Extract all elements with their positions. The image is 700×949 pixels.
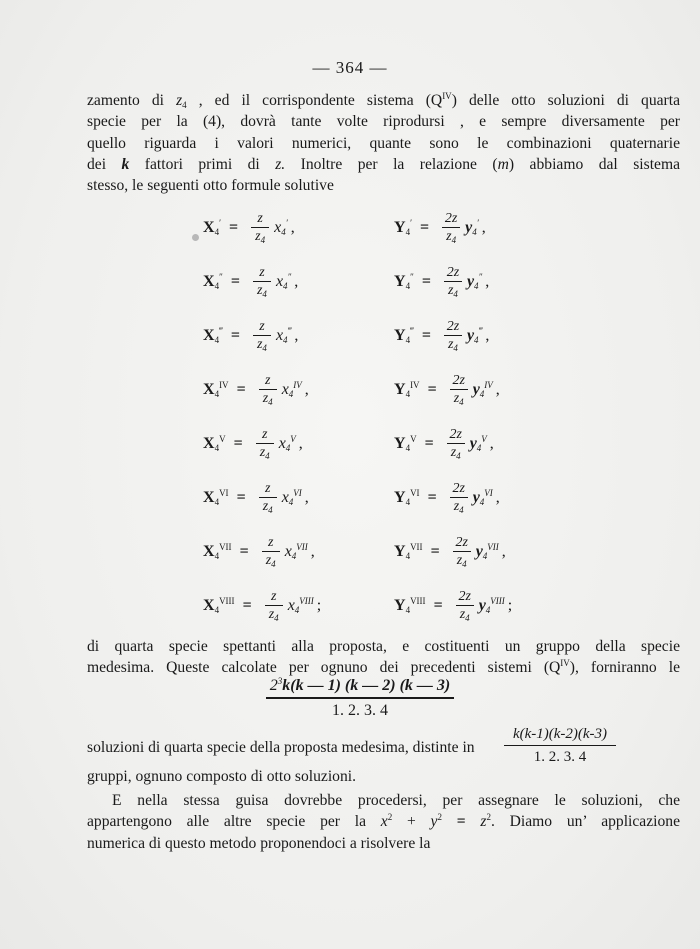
formula-fraction: $\frac{2z}{z_4}$ bbox=[450, 480, 468, 516]
formula-lhs: $Y_4^‴$ bbox=[394, 326, 414, 345]
text-line: numerica di questo metodo proponendoci a risolvere la bbox=[87, 834, 431, 852]
formula-fraction: $\frac{z}{z_4}$ bbox=[251, 210, 269, 246]
formula-rhs: $y_4''$ bbox=[466, 272, 483, 291]
text-line: specie per la (4), dovrà tante volte riprodursi , e sempre diversamente per bbox=[87, 113, 680, 131]
equals-sign: = bbox=[421, 273, 431, 290]
formula-lhs: $X_4^{VII}$ bbox=[203, 542, 232, 561]
text-line: di quarta specie spettanti alla proposta, e costituenti un gruppo della specie bbox=[87, 638, 680, 655]
equals-sign: = bbox=[424, 435, 434, 452]
formula-fraction: $\frac{2z}{z_4}$ bbox=[453, 534, 471, 570]
formula-lhs: $Y_4^{VIII}$ bbox=[394, 596, 426, 615]
fraction-numerator: $2^3k(k$ — 1) (k — 2) (k — 3) bbox=[269, 676, 451, 694]
fraction-numerator: k(k-1)(k-2)(k-3) bbox=[512, 726, 608, 742]
text-line: quello riguarda i valori numerici, quante sono le combinazioni quaternarie bbox=[87, 134, 680, 152]
paragraph-solutions-cont bbox=[87, 766, 680, 787]
formula-rhs: $y_4^V$ bbox=[469, 434, 487, 453]
formula-fraction: $\frac{2z}{z_4}$ bbox=[456, 588, 474, 624]
equals-sign: = bbox=[427, 381, 437, 398]
formula-rhs: $x_4^{IV}$ bbox=[281, 380, 302, 399]
paragraph-intro bbox=[87, 90, 680, 196]
formula-x: $X_4'$ = $\frac{z}{z_4}$ $x_4'$ , bbox=[203, 211, 295, 245]
formula-x: $X_4^{VIII}$ = $\frac{z}{z_4}$ $x_4^{VIII}$ ; bbox=[203, 589, 322, 623]
equals-sign: = bbox=[242, 597, 252, 614]
paragraph-solutions bbox=[87, 737, 507, 758]
equals-sign: = bbox=[433, 597, 443, 614]
equals-sign: = bbox=[427, 489, 437, 506]
formula-rhs: $y_4^{VII}$ bbox=[475, 542, 499, 561]
fraction-bar bbox=[266, 697, 454, 699]
formula-y: $Y_4^{IV}$ = $\frac{2z}{z_4}$ $y_4^{IV}$ , bbox=[394, 373, 500, 407]
fraction-bar bbox=[504, 745, 616, 746]
page-number: — 364 — bbox=[312, 58, 388, 77]
formula-lhs: $Y_4^{VII}$ bbox=[394, 542, 423, 561]
formula-fraction: $\frac{2z}{z_4}$ bbox=[442, 210, 460, 246]
formula-lhs: $Y_4''$ bbox=[394, 272, 414, 291]
formula-rhs: $x_4^{VII}$ bbox=[284, 542, 308, 561]
formula-lhs: $X_4^{VIII}$ bbox=[203, 596, 235, 615]
formula-fraction: $\frac{2z}{z_4}$ bbox=[447, 426, 465, 462]
text-line: E nella stessa guisa dovrebbe procedersi, per assegnare le soluzioni, che bbox=[112, 792, 680, 809]
formula-y: $Y_4''$ = $\frac{2z}{z_4}$ $y_4''$ , bbox=[394, 265, 490, 299]
formula-y: $Y_4^{VIII}$ = $\frac{2z}{z_4}$ $y_4^{VIII}$ ; bbox=[394, 589, 513, 623]
formula-rhs: $y_4^{IV}$ bbox=[472, 380, 493, 399]
formula-fraction: $\frac{z}{z_4}$ bbox=[253, 264, 271, 300]
formula-rhs: $x_4^‴$ bbox=[275, 326, 292, 345]
formula-lhs: $Y_4^{IV}$ bbox=[394, 380, 420, 399]
formula-lhs: $Y_4^{VI}$ bbox=[394, 488, 420, 507]
formula-lhs: $Y_4'$ bbox=[394, 218, 413, 237]
formula-fraction: $\frac{2z}{z_4}$ bbox=[444, 264, 462, 300]
text-line: stesso, le seguenti otto formule solutive bbox=[87, 177, 334, 195]
groups-count-fraction bbox=[504, 725, 616, 767]
fraction-denominator: 1. 2. 3. 4 bbox=[332, 701, 388, 719]
formula-rhs: $x_4'$ bbox=[274, 218, 288, 237]
formula-y: $Y_4^‴$ = $\frac{2z}{z_4}$ $y_4^‴$ , bbox=[394, 319, 490, 353]
equals-sign: = bbox=[420, 219, 430, 236]
formula-fraction: $\frac{z}{z_4}$ bbox=[262, 534, 280, 570]
formula-x: $X_4^{VII}$ = $\frac{z}{z_4}$ $x_4^{VII}$ , bbox=[203, 535, 315, 569]
formula-lhs: $X_4^{VI}$ bbox=[203, 488, 229, 507]
formula-x: $X_4^V$ = $\frac{z}{z_4}$ $x_4^V$ , bbox=[203, 427, 303, 461]
text-line: gruppi, ognuno composto di otto soluzioni. bbox=[87, 768, 356, 785]
formula-fraction: $\frac{2z}{z_4}$ bbox=[450, 372, 468, 408]
formula-rhs: $x_4^{VI}$ bbox=[281, 488, 302, 507]
text-line: zamento di $z_4$ , ed il corrispondente sistema $(Q^{IV})$ delle otto soluzioni di quarta bbox=[87, 91, 681, 110]
paper-blemish bbox=[192, 234, 199, 241]
formula-y: $Y_4^V$ = $\frac{2z}{z_4}$ $y_4^V$ , bbox=[394, 427, 494, 461]
formula-lhs: $X_4'$ bbox=[203, 218, 222, 237]
formula-x: $X_4^{VI}$ = $\frac{z}{z_4}$ $x_4^{VI}$ , bbox=[203, 481, 309, 515]
formula-x: $X_4''$ = $\frac{z}{z_4}$ $x_4''$ , bbox=[203, 265, 299, 299]
formula-fraction: $\frac{z}{z_4}$ bbox=[265, 588, 283, 624]
formula-rhs: $y_4^{VIII}$ bbox=[478, 596, 505, 615]
equals-sign: = bbox=[229, 219, 239, 236]
text-line: medesima. Queste calcolate per ognuno dei precedenti sistemi $(Q^{IV})$, forniranno le bbox=[87, 658, 680, 677]
formula-rhs: $x_4^{VIII}$ bbox=[287, 596, 314, 615]
formula-fraction: $\frac{z}{z_4}$ bbox=[253, 318, 271, 354]
formula-rhs: $y_4^‴$ bbox=[466, 326, 483, 345]
formula-lhs: $X_4^{IV}$ bbox=[203, 380, 229, 399]
formula-fraction: $\frac{z}{z_4}$ bbox=[256, 426, 274, 462]
formula-y: $Y_4^{VII}$ = $\frac{2z}{z_4}$ $y_4^{VII}$ , bbox=[394, 535, 506, 569]
paragraph-application bbox=[87, 790, 680, 854]
formula-lhs: $Y_4^V$ bbox=[394, 434, 417, 453]
formula-lhs: $X_4^‴$ bbox=[203, 326, 223, 345]
equals-sign: = bbox=[236, 381, 246, 398]
fraction-denominator: 1. 2. 3. 4 bbox=[533, 749, 587, 765]
formula-y: $Y_4'$ = $\frac{2z}{z_4}$ $y_4'$ , bbox=[394, 211, 486, 245]
paragraph-groups bbox=[87, 636, 680, 679]
formula-rhs: $x_4^V$ bbox=[278, 434, 296, 453]
formula-lhs: $X_4^V$ bbox=[203, 434, 226, 453]
formula-rhs: $x_4''$ bbox=[275, 272, 292, 291]
equals-sign: = bbox=[430, 543, 440, 560]
equals-sign: = bbox=[233, 435, 243, 452]
text-line: appartengono alle altre specie per la $x^2 + y^2 = z^2$. Diamo un’ applicazione bbox=[87, 812, 681, 831]
formula-rhs: $y_4^{VI}$ bbox=[472, 488, 493, 507]
text-line: soluzioni di quarta specie della proposta medesima, distinte in bbox=[87, 739, 475, 756]
text-line: dei k fattori primi di z. Inoltre per la relazione (m) abbiamo dal sistema bbox=[87, 155, 681, 173]
equals-sign: = bbox=[236, 489, 246, 506]
formula-fraction: $\frac{z}{z_4}$ bbox=[259, 372, 277, 408]
equals-sign: = bbox=[239, 543, 249, 560]
solution-count-fraction bbox=[266, 676, 454, 721]
equals-sign: = bbox=[230, 327, 240, 344]
equals-sign: = bbox=[230, 273, 240, 290]
formula-x: $X_4^{IV}$ = $\frac{z}{z_4}$ $x_4^{IV}$ , bbox=[203, 373, 309, 407]
formula-lhs: $X_4''$ bbox=[203, 272, 223, 291]
formula-y: $Y_4^{VI}$ = $\frac{2z}{z_4}$ $y_4^{VI}$ , bbox=[394, 481, 500, 515]
formula-rhs: $y_4'$ bbox=[465, 218, 479, 237]
formula-fraction: $\frac{z}{z_4}$ bbox=[259, 480, 277, 516]
formula-fraction: $\frac{2z}{z_4}$ bbox=[444, 318, 462, 354]
equals-sign: = bbox=[421, 327, 431, 344]
formula-x: $X_4^‴$ = $\frac{z}{z_4}$ $x_4^‴$ , bbox=[203, 319, 299, 353]
